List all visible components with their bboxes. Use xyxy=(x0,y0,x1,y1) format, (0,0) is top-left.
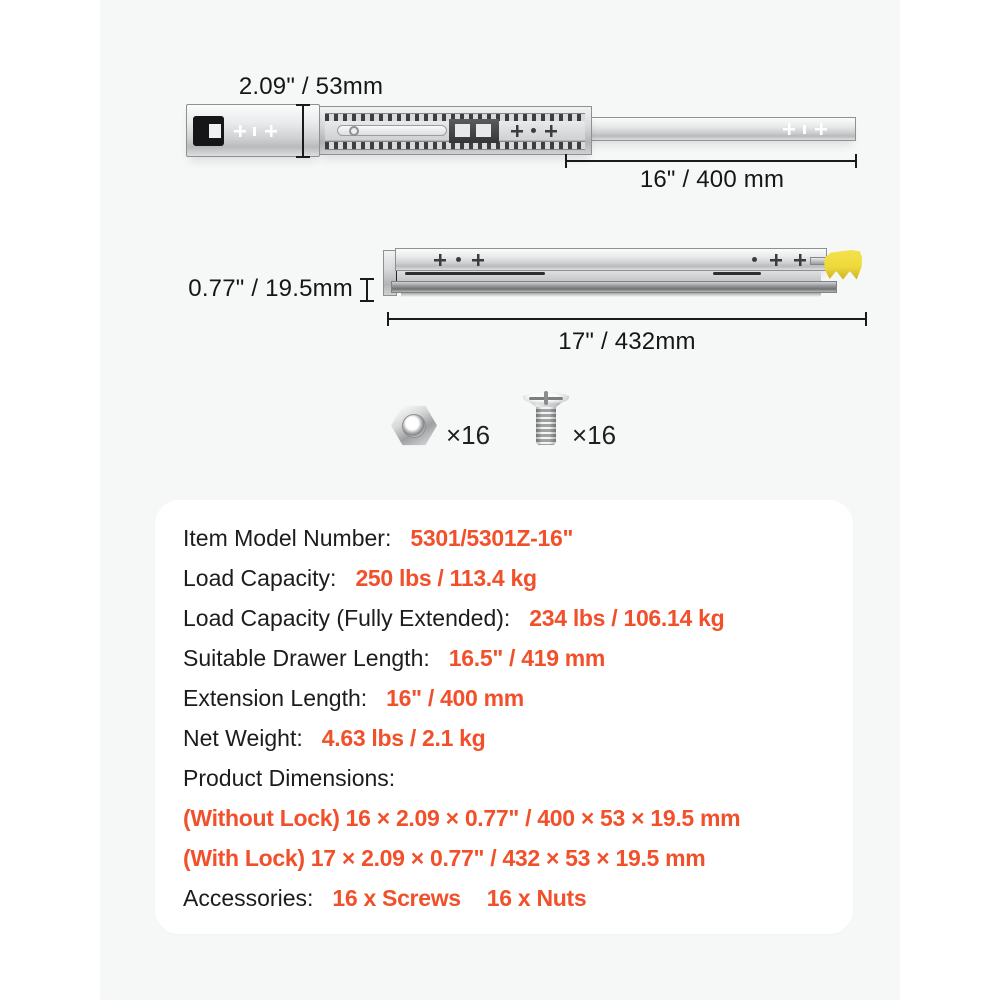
spec-value: 16.5" / 419 mm xyxy=(448,645,606,671)
mounting-hole-icon xyxy=(815,123,827,135)
spec-label: Extension Length: xyxy=(183,685,368,711)
mounting-hole-icon xyxy=(783,123,795,135)
slide-width-label: 2.09" / 53mm xyxy=(238,73,384,100)
mounting-slot-icon xyxy=(803,125,806,134)
length-dimension-line xyxy=(387,318,867,320)
spec-value: 250 lbs / 113.4 kg xyxy=(355,565,537,591)
extension-length-label: 16" / 400 mm xyxy=(639,166,785,193)
mounting-hole-icon xyxy=(511,125,523,137)
mounting-dot-icon xyxy=(531,128,536,133)
latch-window xyxy=(476,124,491,137)
spec-label: Accessories: xyxy=(183,885,314,911)
spec-value: (Without Lock) 16 × 2.09 × 0.77" / 400 × 53 × 19.5 mm xyxy=(183,805,741,831)
spec-value: 16" / 400 mm xyxy=(386,685,524,711)
latch-block xyxy=(449,119,499,143)
spec-row-extension-length xyxy=(183,678,829,718)
spec-label: Item Model Number: xyxy=(183,525,392,551)
bottom-rail xyxy=(391,281,837,293)
slide-front-plate xyxy=(186,104,320,157)
mounting-hole-icon xyxy=(770,254,782,266)
channel-roller xyxy=(349,126,359,136)
nut-count: ×16 xyxy=(446,420,491,450)
spec-value: 234 lbs / 106.14 kg xyxy=(529,605,725,631)
mounting-hole-icon xyxy=(794,254,806,266)
spec-label: Net Weight: xyxy=(183,725,303,751)
spec-label: Product Dimensions: xyxy=(183,765,396,791)
slide-intermediate-member xyxy=(318,106,592,155)
mounting-hole-icon xyxy=(434,254,446,266)
spec-row-net-weight xyxy=(183,718,829,758)
spec-row-load-capacity-extended xyxy=(183,598,829,638)
spec-row-accessories xyxy=(183,878,829,918)
nut-hole xyxy=(402,414,426,438)
spec-label: Suitable Drawer Length: xyxy=(183,645,430,671)
mounting-slot-icon xyxy=(253,127,256,136)
spec-row-dimensions-with-lock xyxy=(183,838,829,878)
bottom-shadow xyxy=(401,293,821,297)
spec-value: (With Lock) 17 × 2.09 × 0.77" / 432 × 53 × 19.5 mm xyxy=(183,845,706,871)
flat-head-screw-icon xyxy=(523,392,569,448)
upper-rail xyxy=(395,248,827,271)
spec-row-load-capacity xyxy=(183,558,829,598)
mounting-dot-icon xyxy=(752,257,757,262)
width-dimension-line xyxy=(302,104,304,158)
spec-value: 16 x Screws xyxy=(332,885,461,911)
mounting-hole-icon xyxy=(472,254,484,266)
spec-label: Load Capacity (Fully Extended): xyxy=(183,605,511,631)
spec-row-dimensions-without-lock xyxy=(183,798,829,838)
slide-height-label: 0.77" / 19.5mm xyxy=(188,275,353,302)
spec-label: Load Capacity: xyxy=(183,565,337,591)
lock-lever xyxy=(824,250,862,281)
screw-count: ×16 xyxy=(572,420,617,450)
spec-row-model xyxy=(183,518,829,558)
mounting-dot-icon xyxy=(456,257,461,262)
spec-card xyxy=(155,500,853,934)
phillips-cross-icon xyxy=(544,391,548,405)
slide-length-label: 17" / 432mm xyxy=(558,328,696,355)
mounting-hole-icon xyxy=(545,125,557,137)
mounting-hole-icon xyxy=(234,125,246,137)
latch-window xyxy=(455,124,470,137)
spec-value: 5301/5301Z-16" xyxy=(410,525,574,551)
slide-closed-body xyxy=(383,246,839,298)
spec-row-product-dimensions xyxy=(183,758,829,798)
mounting-hole-icon xyxy=(265,125,277,137)
spec-value: 16 x Nuts xyxy=(486,885,587,911)
seam-slot xyxy=(713,272,761,275)
extension-dimension-line xyxy=(565,160,857,162)
height-dimension-icon xyxy=(360,278,374,302)
spec-row-drawer-length xyxy=(183,638,829,678)
disconnect-clip xyxy=(193,116,224,146)
screw-cap xyxy=(523,392,569,404)
screw-thread-shading xyxy=(536,407,556,445)
slide-drawer-member xyxy=(560,117,856,141)
seam-slot xyxy=(405,272,545,275)
clip-notch xyxy=(209,124,221,138)
spec-value: 4.63 lbs / 2.1 kg xyxy=(321,725,486,751)
